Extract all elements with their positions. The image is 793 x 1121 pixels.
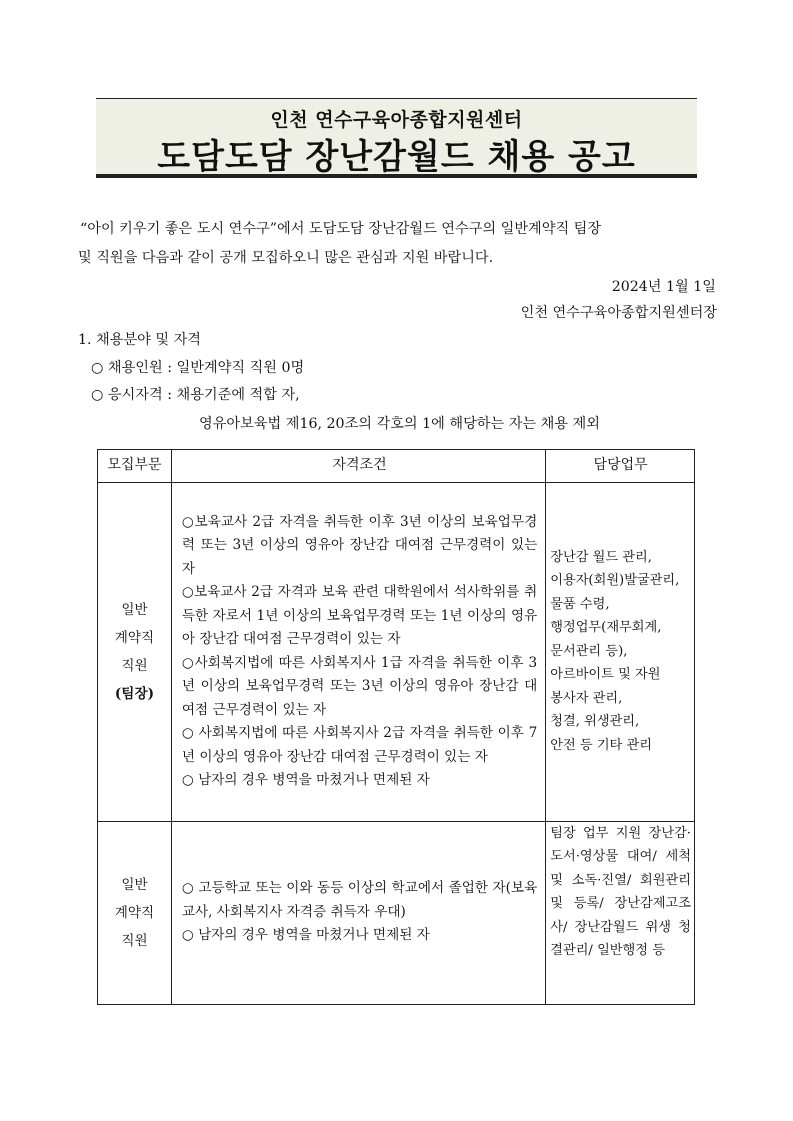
qualification-item: ○사회복지법에 따른 사회복지사 1급 자격을 취득한 이후 3년 이상의 보육업무경력 또는 3년 이상의 영유아 장난감 대여점 근무경력이 있는 자 (181, 654, 538, 718)
duty-line: 장난감 월드 관리, (550, 549, 652, 565)
header-qualifications: 자격조건 (171, 450, 545, 483)
intro-line-2: 및 직원을 다음과 같이 공개 모집하오니 많은 관심과 지원 바랍니다. (78, 250, 494, 266)
dept-line: 계약직 (114, 904, 155, 921)
table-row (98, 482, 695, 821)
dept-line: 직원 (121, 657, 148, 674)
recruit-count: ○ 채용인원 : 일반계약직 직원 0명 (91, 360, 305, 376)
duty-line: 아르바이트 및 자원 (550, 667, 661, 683)
exclusion-note: 영유아보육법 제16, 20조의 각호의 1에 해당하는 자는 채용 제외 (199, 416, 600, 432)
intro-line-1: “아이 키우기 좋은 도시 연수구”에서 도담도담 장난감월드 연수구의 일반계약직 팀장 (80, 221, 602, 237)
qualifications-cell (171, 482, 545, 821)
notice-date: 2024년 1월 1일 (611, 279, 716, 295)
dept-line: 직원 (121, 932, 148, 949)
duty-line: 안전 등 기타 관리 (550, 737, 652, 753)
recruitment-table (97, 449, 695, 1005)
duty-line: 물품 수령, (550, 596, 610, 612)
duty-line: 행정업무(재무회계, (550, 620, 662, 636)
qualification-item: ○보육교사 2급 자격과 보육 관련 대학원에서 석사학위를 취득한 자로서 1년 이상의 보육업무경력 또는 1년 이상의 영유아 장난감 대여점 근무경력이 있는 자 (181, 584, 538, 647)
duty-line: 봉사자 관리, (550, 690, 623, 706)
qualification-item: ○ 남자의 경우 병역을 마쳤거나 면제된 자 (181, 927, 430, 944)
qualifications-cell (171, 821, 545, 1004)
eligibility: ○ 응시자격 : 채용기준에 적합 자, (91, 387, 300, 403)
table-row (98, 821, 695, 1004)
dept-line-role: (팀장) (114, 685, 155, 702)
table-header-row (98, 450, 695, 483)
dept-line: 일반 (121, 601, 148, 618)
header-duties: 담당업무 (546, 450, 695, 483)
dept-cell (98, 482, 172, 821)
title-banner (96, 98, 697, 178)
duty-line: 청결, 위생관리, (550, 714, 640, 730)
qualification-item: ○보육교사 2급 자격을 취득한 이후 3년 이상의 보육업무경력 또는 3년 이상의 영유아 장난감 대여점 근무경력이 있는 자 (181, 513, 538, 577)
dept-cell (98, 821, 172, 1004)
duty-line: 문서관리 등), (550, 643, 628, 659)
page-title: 도담도담 장난감월드 채용 공고 (157, 137, 636, 177)
qualification-item: ○ 사회복지법에 따른 사회복지사 2급 자격을 취득한 이후 7년 이상의 영유아 장난감 대여점 근무경력이 있는 자 (181, 725, 538, 765)
notice-signer: 인천 연수구육아종합지원센터장 (520, 305, 717, 321)
duty-text: 팀장 업무 지원 장난감·도서·영상물 대여/ 세척 및 소독·진열/ 회원관리 및 등록/ 장난감제고조사/ 장난감월드 위생 청결관리/ 일반행정 등 (550, 825, 691, 958)
duties-cell (546, 482, 695, 821)
duty-line: 이용자(회원)발굴관리, (550, 573, 680, 589)
qualification-item: ○ 고등학교 또는 이와 동등 이상의 학교에서 졸업한 자(보육교사, 사회복지사 자격증 취득자 우대) (181, 880, 538, 920)
dept-line: 일반 (121, 876, 148, 893)
dept-line: 계약직 (114, 629, 155, 646)
duties-cell (546, 821, 695, 1004)
qualification-item: ○ 남자의 경우 병역을 마쳤거나 면제된 자 (181, 772, 430, 788)
header-dept: 모집부문 (98, 450, 172, 483)
org-name: 인천 연수구육아종합지원센터 (270, 109, 523, 131)
section-heading: 1. 채용분야 및 자격 (78, 332, 202, 348)
